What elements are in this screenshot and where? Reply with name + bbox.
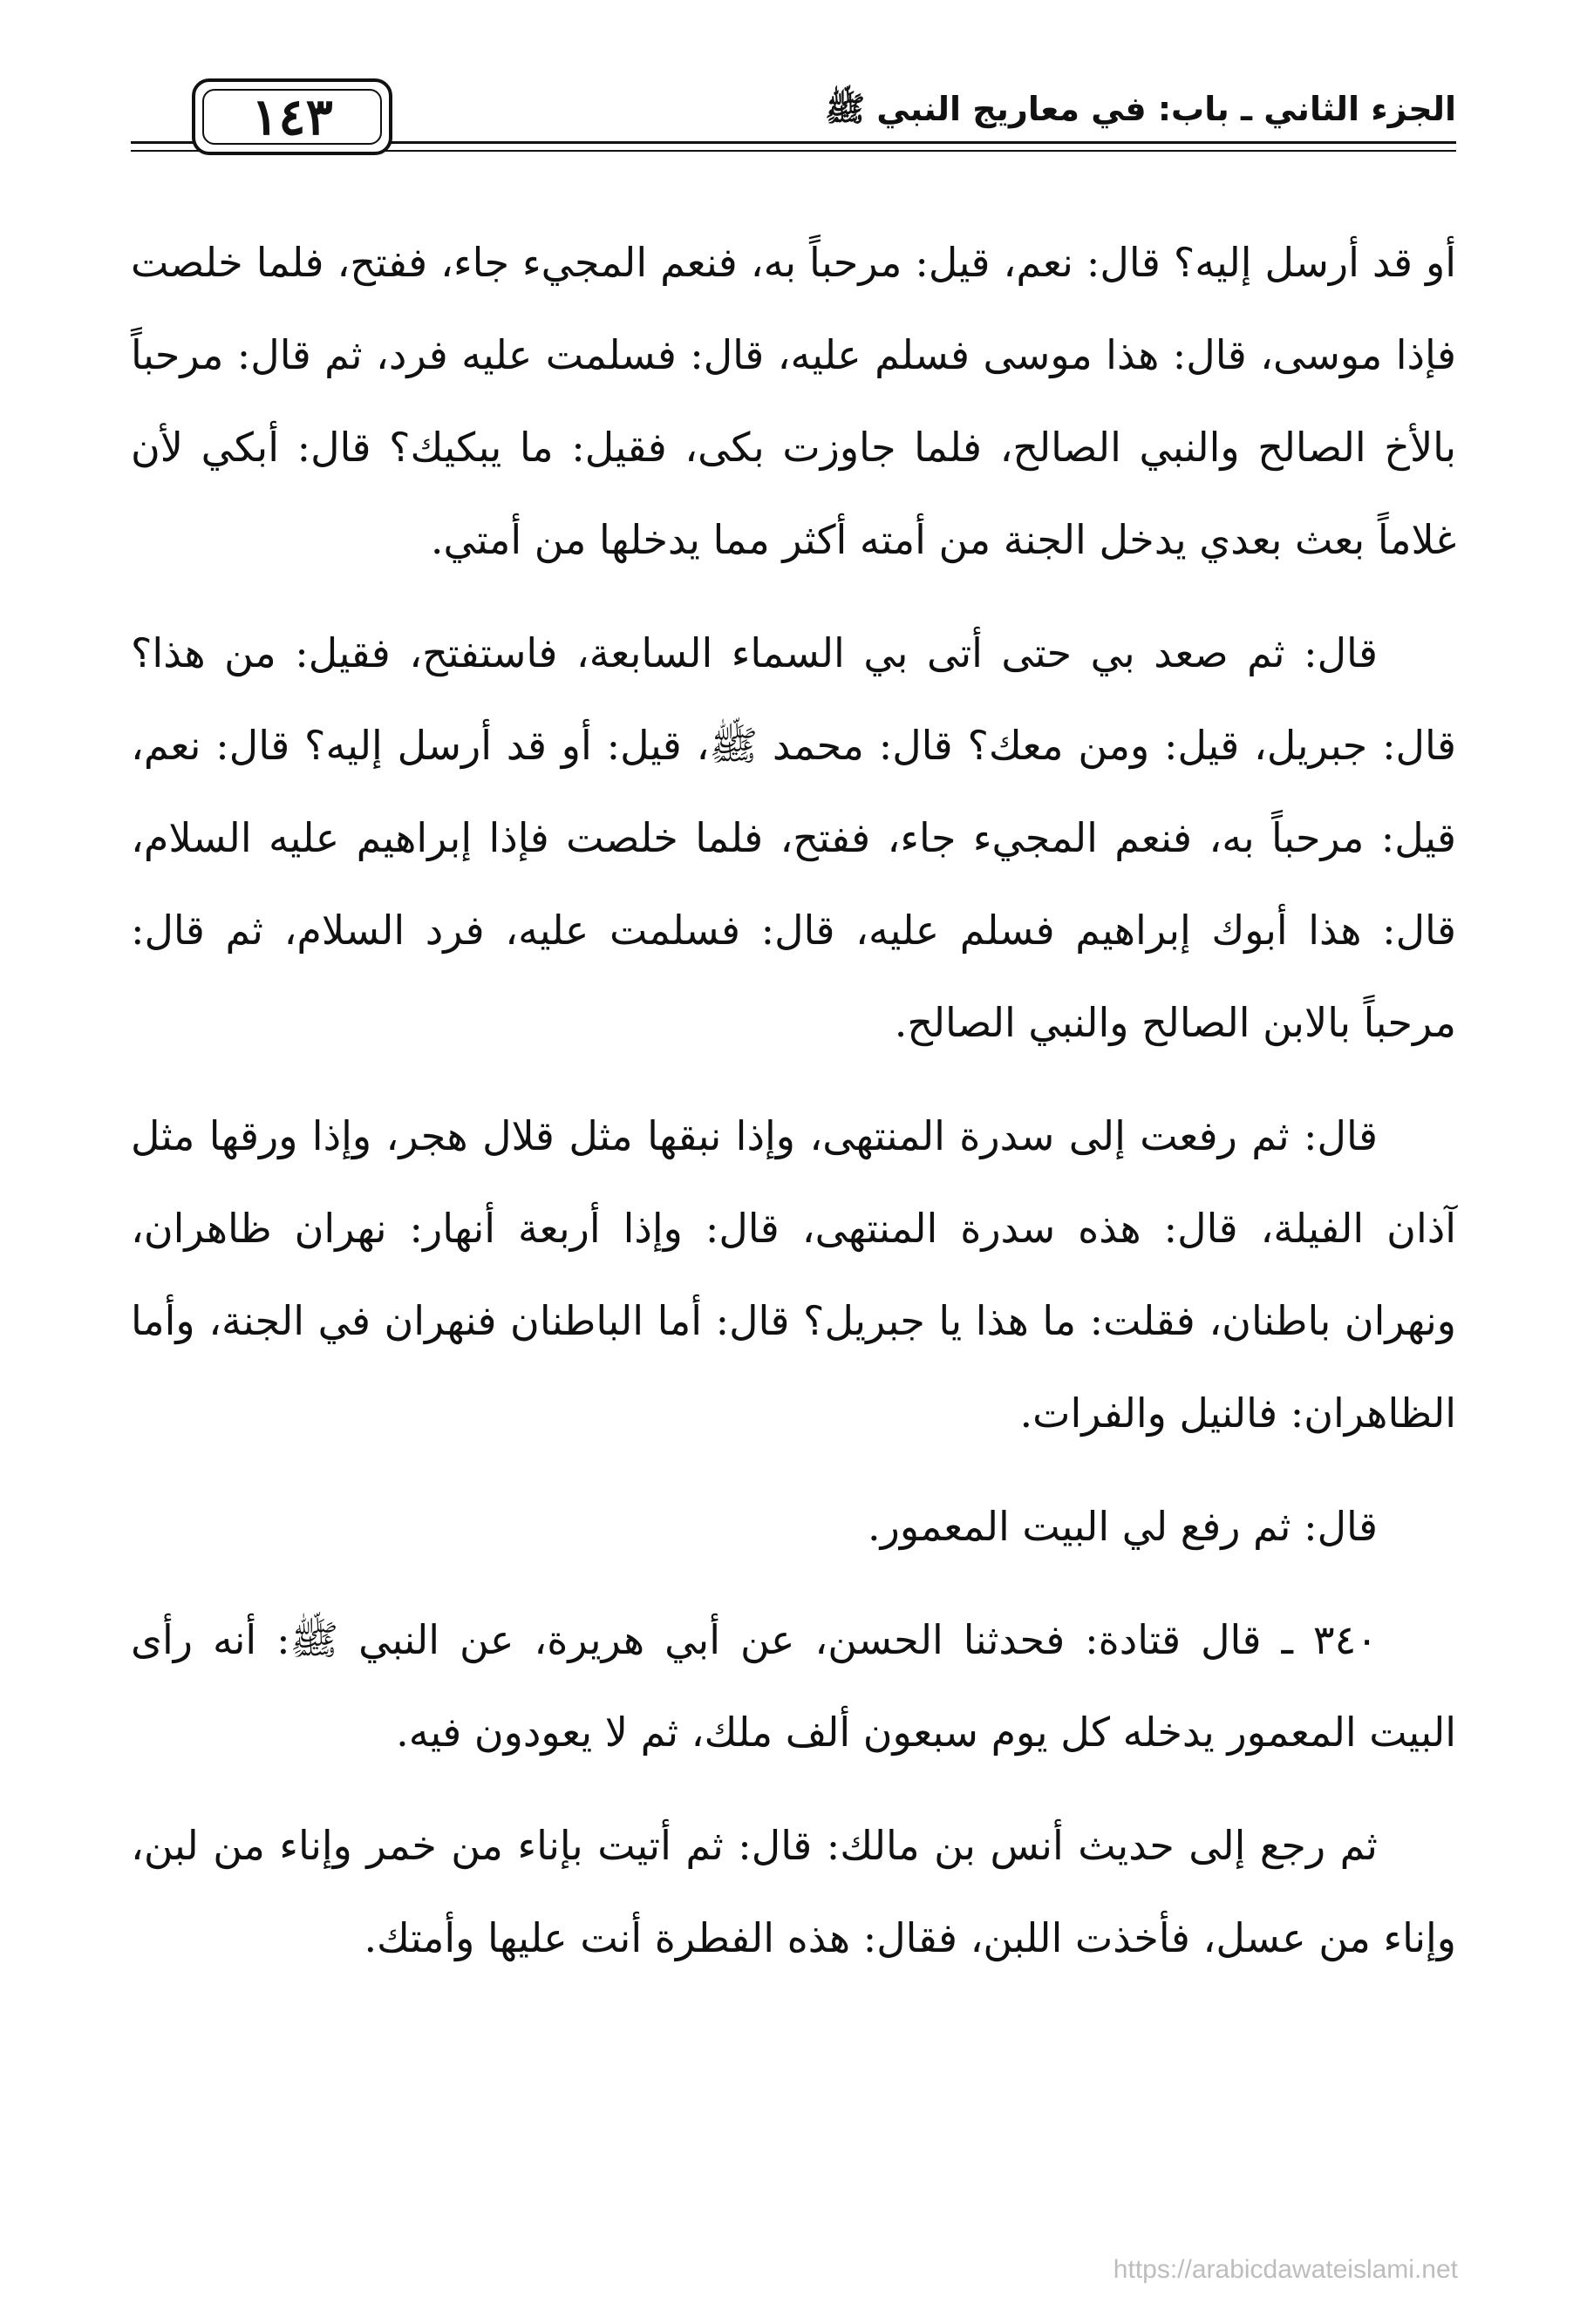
paragraph-3: قال: ثم رفعت إلى سدرة المنتهى، وإذا نبقها مثل قلال هجر، وإذا ورقها مثل آذان الفيلة، قال: هذه سدرة المنتهى، قال: وإذا أربعة أنهار: نهران ظاهران، ونهران باطنان، فقلت: ما هذا يا جبريل؟ قال: أما الباطنان فنهران في الجنة، وأما الظاهران: فالنيل والفرات. (131, 1112, 1456, 1437)
paragraph-1: أو قد أرسل إليه؟ قال: نعم، قيل: مرحباً به، فنعم المجيء جاء، ففتح، فلما خلصت فإذا موسى، قال: هذا موسى فسلم عليه، قال: فسلمت عليه فرد، ثم قال: مرحباً بالأخ الصالح والنبي الصالح، فلما جاوزت بكى، فقيل: ما يبكيك؟ قال: أبكي لأن غلاماً بعث بعدي يدخل الجنة من أمته أكثر مما يدخلها من أمتي. (131, 239, 1456, 563)
paragraph-6: ثم رجع إلى حديث أنس بن مالك: قال: ثم أتيت بإناء من خمر وإناء من لبن، وإناء من عسل، فأخذت اللبن، فقال: هذه الفطرة أنت عليها وأمتك. (131, 1822, 1456, 1961)
running-title: الجزء الثاني ـ باب: في معاريج النبي ﷺ (825, 90, 1456, 128)
paragraph-4: قال: ثم رفع لي البيت المعمور. (868, 1503, 1378, 1550)
watermark-url: https://arabicdawateislami.net (1113, 2255, 1458, 2284)
paragraph-2: قال: ثم صعد بي حتى أتى بي السماء السابعة، فاستفتح، فقيل: من هذا؟ قال: جبريل، قيل: ومن معك؟ قال: محمد ﷺ، قيل: أو قد أرسل إليه؟ قال: نعم، قيل: مرحباً به، فنعم المجيء جاء، ففتح، فلما خلصت فإذا إبراهيم عليه السلام، قال: هذا أبوك إبراهيم فسلم عليه، قال: فسلمت عليه، فرد السلام، ثم قال: مرحباً بالابن الصالح والنبي الصالح. (131, 629, 1456, 1046)
paragraph-5: ٣٤٠ ـ قال قتادة: فحدثنا الحسن، عن أبي هريرة، عن النبي ﷺ: أنه رأى البيت المعمور يدخله كل يوم سبعون ألف ملك، ثم لا يعودون فيه. (131, 1616, 1456, 1756)
page-number: ١٤٣ (192, 78, 392, 155)
body-text (131, 216, 1456, 2005)
page-header (131, 78, 1456, 174)
